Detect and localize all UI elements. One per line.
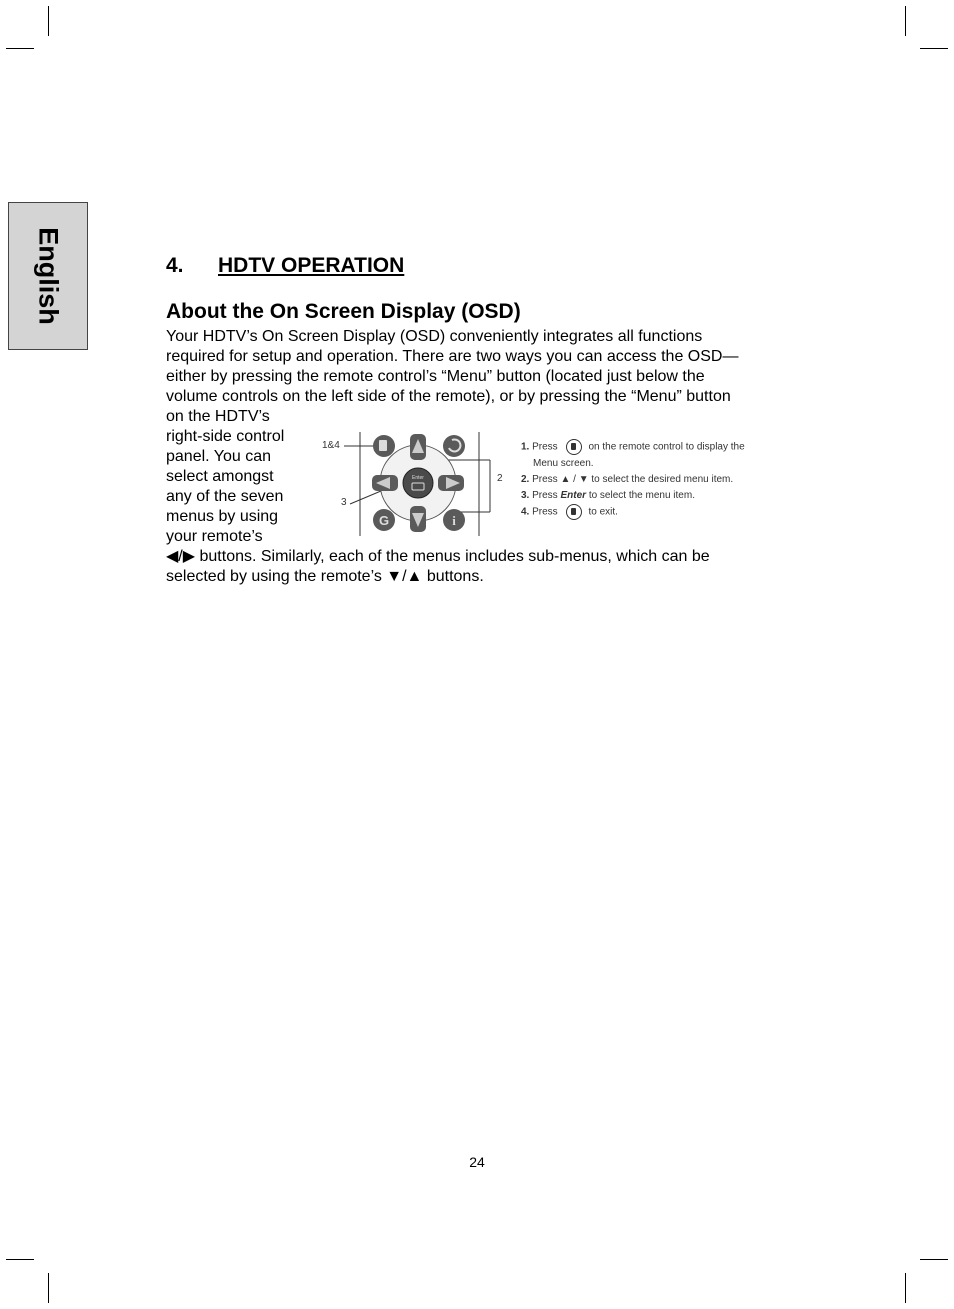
- crop-mark: [905, 6, 906, 36]
- enter-key-text: Enter: [560, 489, 587, 501]
- svg-text:G: G: [378, 513, 390, 528]
- menu-icon: [566, 439, 582, 455]
- body-line: panel. You can: [166, 448, 271, 465]
- callout-2: 2: [497, 473, 503, 484]
- body-line: right-side control: [166, 428, 285, 445]
- arrow-up-icon: [410, 434, 426, 460]
- crop-mark: [905, 1273, 906, 1303]
- return-icon: [443, 435, 465, 457]
- body-line: menus by using: [166, 508, 279, 525]
- enter-key-label: Enter: [412, 475, 424, 481]
- language-side-tab: [8, 202, 88, 350]
- arrow-right-icon: [438, 475, 464, 491]
- info-icon: [443, 509, 465, 531]
- callout-3: 3: [341, 497, 347, 508]
- body-line: on the HDTV’s: [166, 408, 270, 425]
- section-title: [166, 254, 404, 278]
- arrow-down-icon: [410, 506, 426, 532]
- body-paragraph-wrapped: [166, 407, 284, 547]
- body-line: Your HDTV’s On Screen Display (OSD) conveniently integrates all functions: [166, 328, 703, 345]
- callout-1-4: 1&4: [322, 440, 340, 451]
- arrow-down-icon: ▼: [578, 473, 589, 485]
- language-tab-label: English: [33, 227, 64, 325]
- menu-icon: [373, 435, 395, 457]
- arrow-up-icon: ▲: [560, 473, 571, 485]
- body-line: volume controls on the left side of the remote), or by pressing the “Menu” button: [166, 388, 731, 405]
- svg-text:i: i: [452, 513, 456, 528]
- section-title-text: HDTV OPERATION: [218, 254, 405, 277]
- osd-steps-list: [521, 439, 745, 520]
- step-item: 4. Press to exit.: [521, 504, 745, 521]
- section-number: 4.: [166, 254, 184, 277]
- enter-icon: [403, 468, 433, 498]
- crop-mark: [48, 6, 49, 36]
- body-line: ◀/▶ buttons. Similarly, each of the menus includes sub-menus, which can be: [166, 548, 710, 565]
- step-item: 1. Press on the remote control to display the: [521, 439, 745, 456]
- body-line: select amongst: [166, 468, 274, 485]
- arrow-left-icon: [372, 475, 398, 491]
- crop-mark: [920, 1259, 948, 1260]
- body-line: any of the seven: [166, 488, 284, 505]
- body-line: selected by using the remote’s ▼/▲ buttons.: [166, 568, 484, 585]
- page-number: 24: [469, 1154, 485, 1170]
- body-paragraph-top: [166, 327, 738, 407]
- body-line: required for setup and operation. There are two ways you can access the OSD—: [166, 348, 739, 365]
- step-item-continuation: Menu screen.: [533, 457, 594, 469]
- step-item: 3. Press Enter to select the menu item.: [521, 489, 695, 501]
- crop-mark: [6, 1259, 34, 1260]
- remote-keypad-illustration: [318, 428, 518, 540]
- body-paragraph-tail: [166, 547, 710, 587]
- crop-mark: [48, 1273, 49, 1303]
- subsection-title: About the On Screen Display (OSD): [166, 300, 521, 323]
- crop-mark: [920, 48, 948, 49]
- menu-icon: [566, 504, 582, 520]
- step-item: 2. Press ▲ / ▼ to select the desired menu item.: [521, 473, 734, 485]
- body-line: your remote’s: [166, 528, 263, 545]
- guide-icon: [373, 509, 395, 531]
- crop-mark: [6, 48, 34, 49]
- body-line: either by pressing the remote control’s “Menu” button (located just below the: [166, 368, 705, 385]
